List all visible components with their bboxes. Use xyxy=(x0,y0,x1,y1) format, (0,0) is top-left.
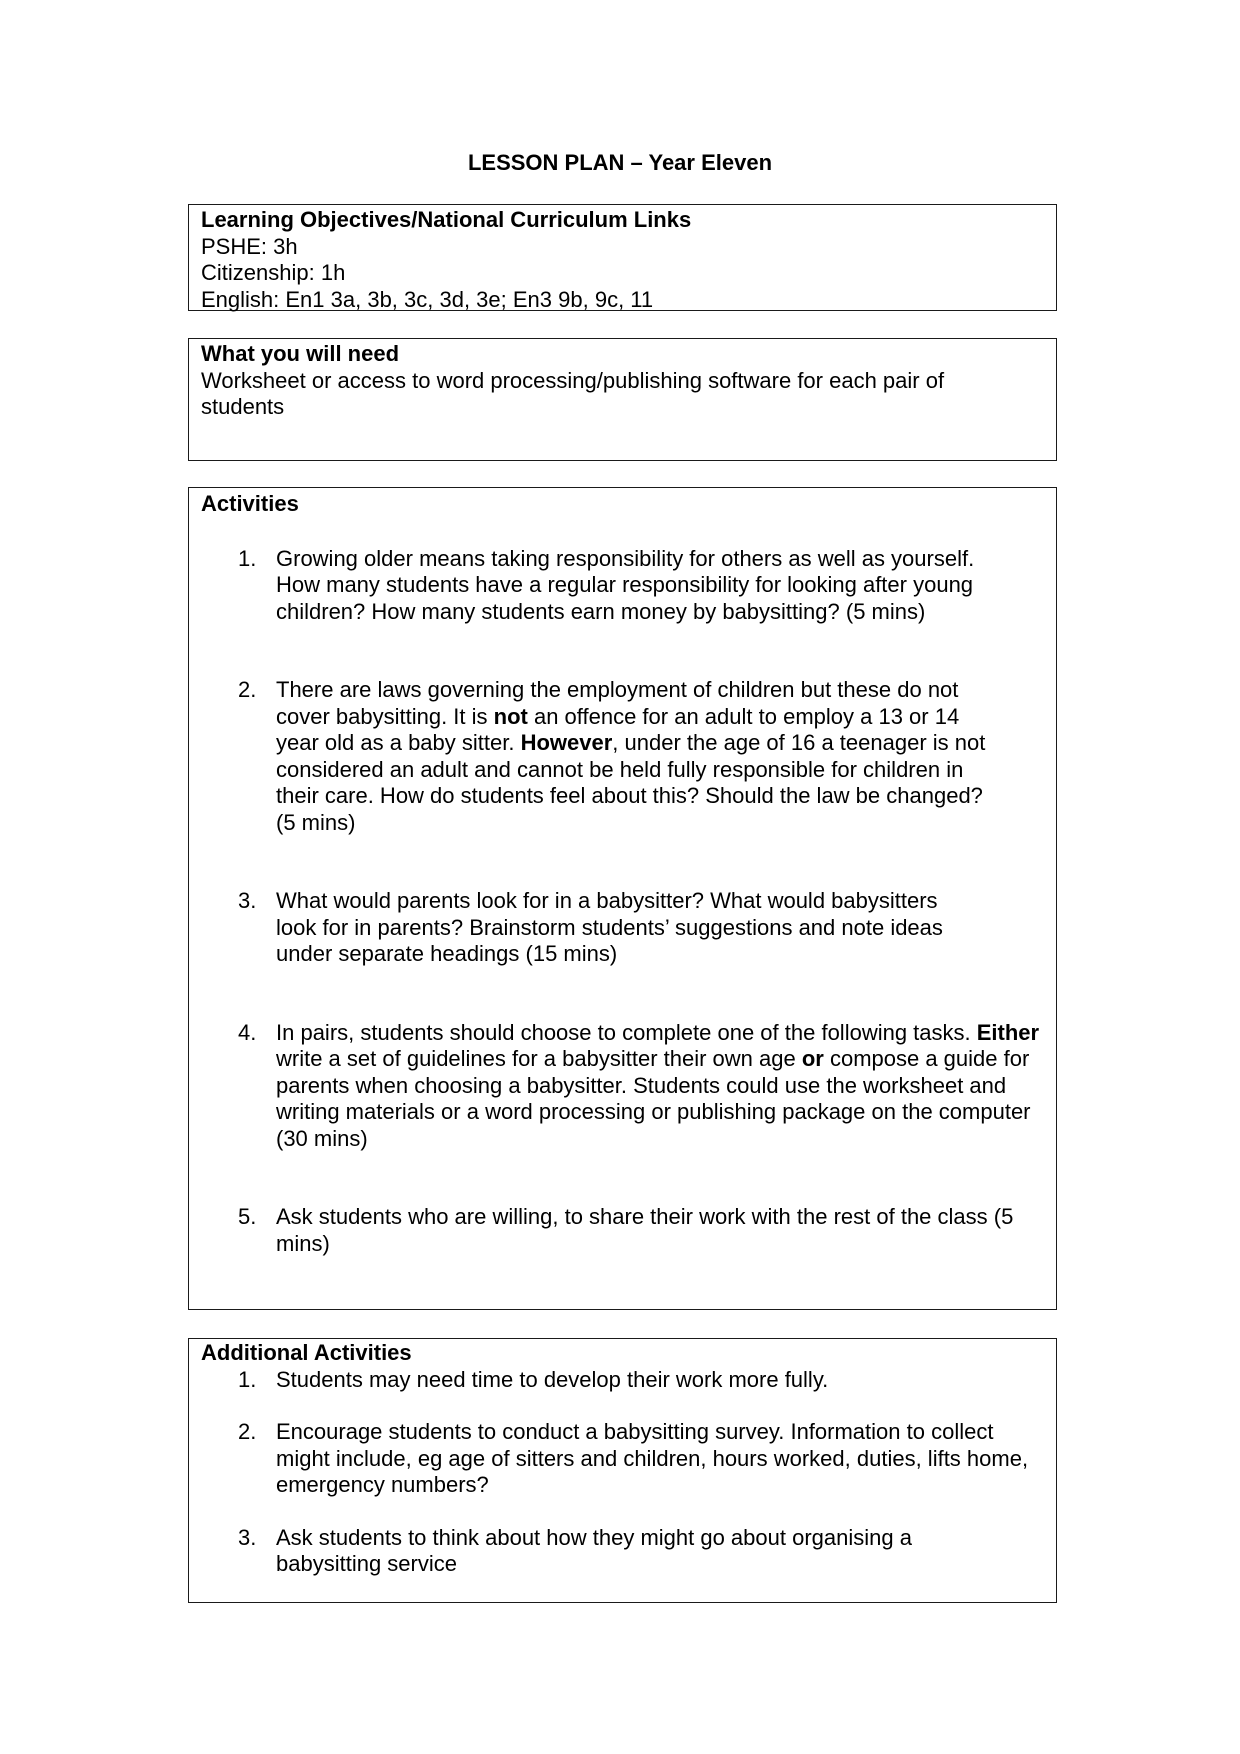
activity-text-part: , under the age of 16 a teenager is not considered an adult and cannot be held fully responsible for children in their care. How do students feel about this? Should the law be changed? (5 mins) xyxy=(276,730,986,835)
additional-number: 1. xyxy=(238,1366,257,1392)
additional-list xyxy=(201,1367,1044,1578)
objectives-line-english: English: En1 3a, 3b, 3c, 3d, 3e; En3 9b, 9c, 11 xyxy=(201,286,654,312)
activity-text-part: compose a guide for parents when choosing a babysitter. Students could use the worksheet and writing materials or a word processing or publishing package on the computer (30 mins) xyxy=(276,1046,1031,1151)
additional-item-2 xyxy=(201,1419,1046,1499)
activity-item-2 xyxy=(201,677,986,836)
additional-number: 3. xyxy=(238,1524,257,1550)
activity-text-part: an offence for an adult to employ a 13 or 14 year old as a baby sitter. xyxy=(276,703,960,755)
objectives-box xyxy=(188,204,1057,311)
requirements-text: Worksheet or access to word processing/publishing software for each pair of students xyxy=(201,367,945,419)
activity-item-4 xyxy=(201,1020,1046,1153)
activity-text-part: In pairs, students should choose to complete one of the following tasks. xyxy=(276,1019,977,1045)
activity-number: 5. xyxy=(238,1204,257,1229)
requirements-heading: What you will need xyxy=(201,341,400,366)
additional-activities-box xyxy=(188,1338,1057,1603)
activities-heading: Activities xyxy=(201,491,299,516)
objectives-line-pshe: PSHE: 3h xyxy=(201,233,298,259)
activity-item-1 xyxy=(201,546,976,626)
activity-number: 3. xyxy=(238,888,257,913)
activity-text: Growing older means taking responsibility for others as well as yourself. How many students have a regular responsibility for looking after young children? How many students earn money by babysitting? (5 mins) xyxy=(276,545,975,624)
page-title: LESSON PLAN – Year Eleven xyxy=(467,150,773,175)
activity-emphasis: not xyxy=(493,703,528,729)
activity-item-5 xyxy=(201,1204,1046,1257)
additional-item-3 xyxy=(201,1525,976,1578)
activities-list xyxy=(201,546,1044,1258)
requirements-box xyxy=(188,338,1057,461)
additional-text: Ask students to think about how they might go about organising a babysitting service xyxy=(276,1524,912,1576)
additional-heading: Additional Activities xyxy=(201,1340,412,1365)
activity-number: 1. xyxy=(238,545,257,571)
additional-text: Encourage students to conduct a babysitting survey. Information to collect might include, eg age of sitters and children, hours worked, duties, lifts home, emergency numbers? xyxy=(276,1419,1029,1497)
activity-text-part: There are laws governing the employment of children but these do not cover babysitting. It is xyxy=(276,677,959,729)
activities-box xyxy=(188,487,1057,1310)
objectives-heading: Learning Objectives/National Curriculum Links xyxy=(201,207,692,232)
activity-number: 2. xyxy=(238,677,257,702)
activity-number: 4. xyxy=(238,1019,257,1045)
activity-text: What would parents look for in a babysitter? What would babysitters look for in parents? Brainstorm students’ suggestions and note ideas under separate headings (15 mins) xyxy=(276,888,943,966)
additional-number: 2. xyxy=(238,1419,257,1444)
additional-item-1 xyxy=(201,1367,1046,1394)
objectives-line-citizenship: Citizenship: 1h xyxy=(201,260,346,285)
activity-item-3 xyxy=(201,888,976,968)
activity-emphasis: or xyxy=(801,1046,824,1071)
activity-emphasis: However xyxy=(520,730,613,755)
activity-text: Ask students who are willing, to share their work with the rest of the class (5 mins) xyxy=(276,1204,1014,1256)
activity-text-part: write a set of guidelines for a babysitter their own age xyxy=(276,1046,802,1071)
activity-emphasis: Either xyxy=(976,1019,1040,1045)
additional-text: Students may need time to develop their work more fully. xyxy=(276,1366,829,1392)
